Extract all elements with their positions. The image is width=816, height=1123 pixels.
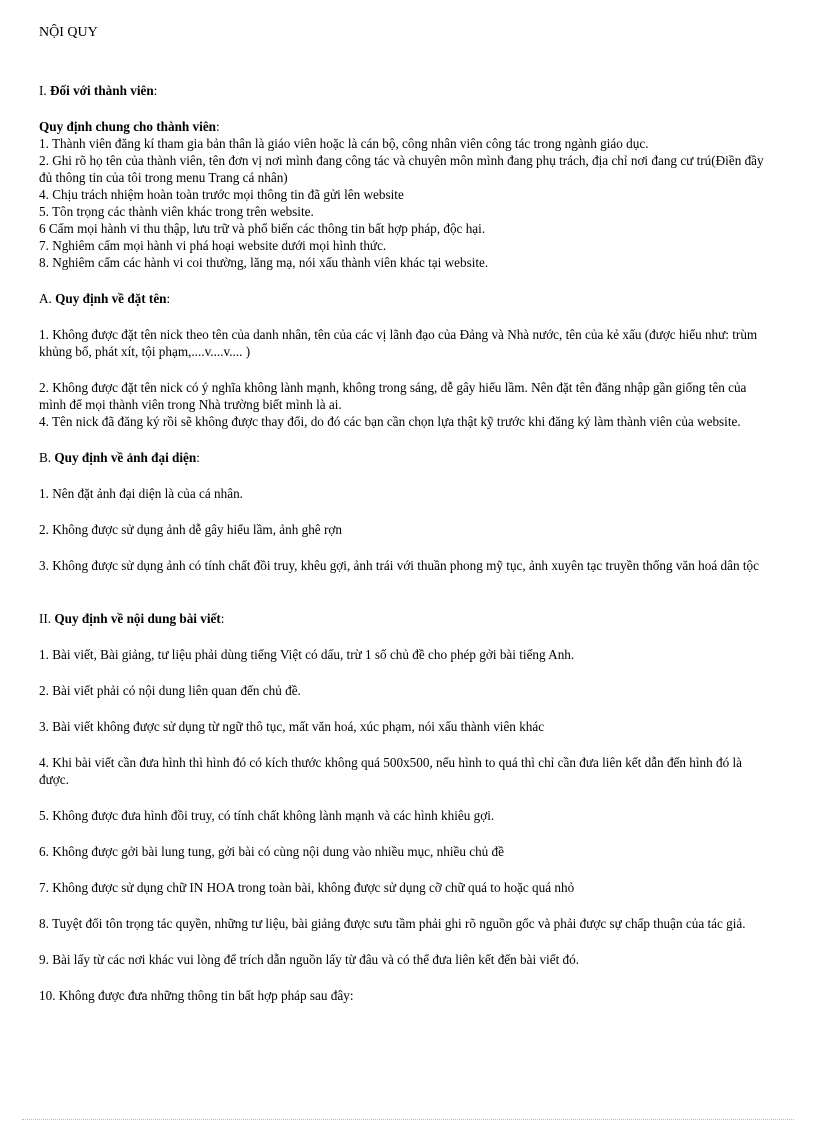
general-rules-title: Quy định chung cho thành viên	[39, 119, 217, 134]
section-2-title: Quy định về nội dung bài viết	[54, 611, 221, 626]
section-2-heading	[39, 610, 771, 627]
section-b-heading	[39, 449, 771, 466]
section-a-title: Quy định về đặt tên	[55, 291, 167, 306]
section-a-heading	[39, 290, 771, 307]
general-rules-heading	[39, 118, 771, 135]
document-body	[39, 82, 771, 1004]
section-a-prefix: A.	[39, 291, 56, 306]
avatar-rule-item: 3. Không được sử dụng ảnh có tính chất đồi truy, khêu gợi, ảnh trái với thuần phong mỹ tục, ảnh xuyên tạc truyền thống văn hoá dân tộc	[39, 558, 759, 573]
content-rule-item: 7. Không được sử dụng chữ IN HOA trong toàn bài, không được sử dụng cỡ chữ quá to hoặc quá nhỏ	[39, 880, 575, 895]
section-1-heading	[39, 82, 771, 99]
section-2-colon: :	[220, 611, 225, 626]
content-rule-item: 3. Bài viết không được sử dụng từ ngữ thô tục, mất văn hoá, xúc phạm, nói xấu thành viên khác	[39, 719, 545, 734]
content-rule-item: 4. Khi bài viết cần đưa hình thì hình đó có kích thước không quá 500x500, nếu hình to quá thì chỉ cần đưa liên kết dẫn đến hình đó là được.	[39, 755, 743, 787]
section-b-prefix: B.	[39, 450, 55, 465]
content-rule-item: 9. Bài lấy từ các nơi khác vui lòng để trích dẫn nguồn lấy từ đâu và có thể đưa liên kết đến bài viết đó.	[39, 952, 580, 967]
general-rule-item: 8. Nghiêm cấm các hành vi coi thường, lăng mạ, nói xấu thành viên khác tại website.	[39, 255, 489, 270]
naming-rule-item: 4. Tên nick đã đăng ký rồi sẽ không được thay đổi, do đó các bạn cần chọn lựa thật kỹ trước khi đăng ký làm thành viên của website.	[39, 414, 741, 429]
general-rule-item: 2. Ghi rõ họ tên của thành viên, tên đơn vị nơi mình đang công tác và chuyên môn mình đang phụ trách, địa chỉ nơi đang cư trú(Điền đầy đủ thông tin của tôi trong menu Trang cá nhân)	[39, 153, 764, 185]
avatar-rule-item: 2. Không được sử dụng ảnh dễ gây hiểu lầm, ảnh ghê rợn	[39, 522, 342, 537]
general-rules-colon: :	[216, 119, 220, 134]
section-b-colon: :	[196, 450, 200, 465]
section-1-title: Đối với thành viên	[50, 83, 154, 98]
document-title: NỘI QUY	[39, 25, 98, 40]
section-b-title: Quy định về ảnh đại diện	[54, 450, 197, 465]
content-rule-item: 8. Tuyệt đối tôn trọng tác quyền, những tư liệu, bài giảng được sưu tầm phải ghi rõ nguồn gốc và phải được sự chấp thuận của tác giả.	[39, 916, 746, 931]
general-rule-item: 1. Thành viên đăng kí tham gia bản thân là giáo viên hoặc là cán bộ, công nhân viên công tác trong ngành giáo dục.	[39, 136, 649, 151]
general-rule-item: 7. Nghiêm cấm mọi hành vi phá hoại website dưới mọi hình thức.	[39, 238, 387, 253]
page-bottom-divider	[22, 1119, 794, 1120]
section-2-prefix: II.	[39, 611, 55, 626]
section-1-colon: :	[153, 83, 158, 98]
content-rule-item: 1. Bài viết, Bài giảng, tư liệu phải dùng tiếng Việt có dấu, trừ 1 số chủ đề cho phép gởi bài tiếng Anh.	[39, 647, 575, 662]
avatar-rule-item: 1. Nên đặt ảnh đại diện là của cá nhân.	[39, 486, 243, 501]
content-rule-item: 10. Không được đưa những thông tin bất hợp pháp sau đây:	[39, 988, 354, 1003]
general-rule-item: 4. Chịu trách nhiệm hoàn toàn trước mọi thông tin đã gửi lên website	[39, 187, 404, 202]
general-rule-item: 6 Cấm mọi hành vi thu thập, lưu trữ và phổ biến các thông tin bất hợp pháp, độc hại.	[39, 221, 486, 236]
naming-rule-item: 2. Không được đặt tên nick có ý nghĩa không lành mạnh, không trong sáng, dễ gây hiểu lầm. Nên đặt tên đăng nhập gần giống tên của mình để mọi thành viên trong Nhà trường biết mình là ai.	[39, 380, 747, 412]
section-1-number: I.	[39, 83, 50, 98]
content-rule-item: 5. Không được đưa hình đồi truy, có tính chất không lành mạnh và các hình khiêu gợi.	[39, 808, 495, 823]
general-rule-item: 5. Tôn trọng các thành viên khác trong trên website.	[39, 204, 314, 219]
content-rule-item: 6. Không được gởi bài lung tung, gởi bài có cùng nội dung vào nhiều mục, nhiều chủ đề	[39, 844, 505, 859]
content-rule-item: 2. Bài viết phải có nội dung liên quan đến chủ đề.	[39, 683, 301, 698]
naming-rule-item: 1. Không được đặt tên nick theo tên của danh nhân, tên của các vị lãnh đạo của Đảng và Nhà nước, tên của kẻ xấu (được hiểu như: trùm khủng bố, phát xít, tội phạm,....v....v.... )	[39, 327, 758, 359]
section-a-colon: :	[166, 291, 171, 306]
